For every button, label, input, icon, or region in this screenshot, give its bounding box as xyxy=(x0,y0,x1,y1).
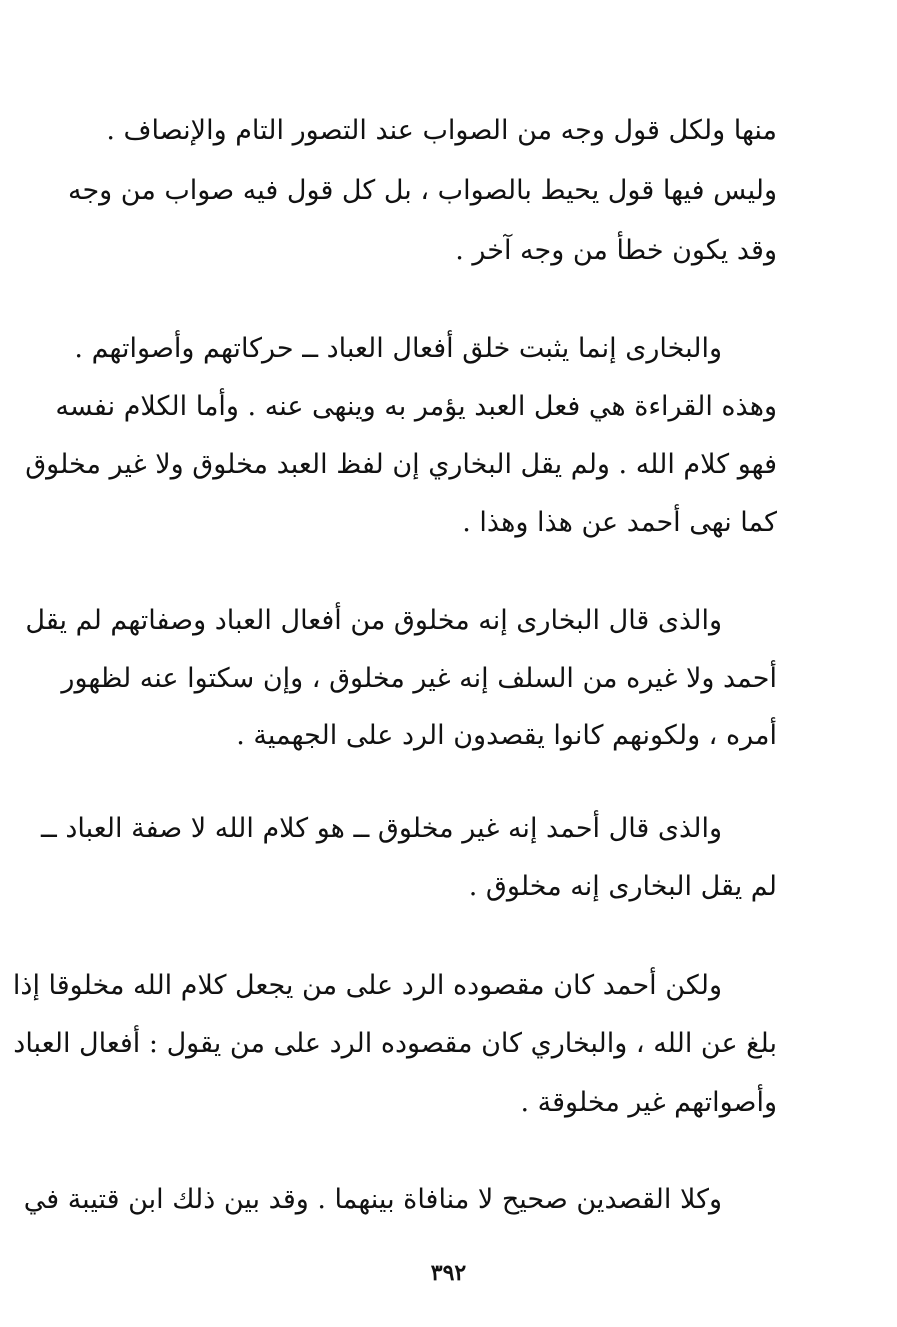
text-line: وقد يكون خطأ من وجه آخر . xyxy=(455,235,777,266)
text-line: والذى قال أحمد إنه غير مخلوق ــ هو كلام الله لا صفة العباد ــ xyxy=(40,813,722,844)
text-line: والبخارى إنما يثبت خلق أفعال العباد ــ حركاتهم وأصواتهم . xyxy=(74,333,722,364)
text-line: والذى قال البخارى إنه مخلوق من أفعال العباد وصفاتهم لم يقل xyxy=(25,605,722,636)
text-line: ولكن أحمد كان مقصوده الرد على من يجعل كلام الله مخلوقا إذا xyxy=(12,970,722,1001)
text-line: منها ولكل قول وجه من الصواب عند التصور التام والإنصاف . xyxy=(106,115,777,146)
text-line: بلغ عن الله ، والبخاري كان مقصوده الرد على من يقول : أفعال العباد xyxy=(13,1028,777,1059)
text-line: لم يقل البخارى إنه مخلوق . xyxy=(468,871,777,902)
text-line: وهذه القراءة هي فعل العبد يؤمر به وينهى عنه . وأما الكلام نفسه xyxy=(55,391,777,422)
text-line: كما نهى أحمد عن هذا وهذا . xyxy=(462,507,777,538)
text-line: أمره ، ولكونهم كانوا يقصدون الرد على الجهمية . xyxy=(236,720,777,751)
text-line: فهو كلام الله . ولم يقل البخاري إن لفظ العبد مخلوق ولا غير مخلوق xyxy=(25,449,777,480)
text-line: وليس فيها قول يحيط بالصواب ، بل كل قول فيه صواب من وجه xyxy=(68,175,777,206)
text-line: وأصواتهم غير مخلوقة . xyxy=(520,1087,777,1118)
text-line: وكلا القصدين صحيح لا منافاة بينهما . وقد بين ذلك ابن قتيبة في xyxy=(23,1184,722,1215)
text-line: أحمد ولا غيره من السلف إنه غير مخلوق ، وإن سكتوا عنه لظهور xyxy=(61,663,777,694)
page-number: ٣٩٢ xyxy=(430,1260,467,1286)
